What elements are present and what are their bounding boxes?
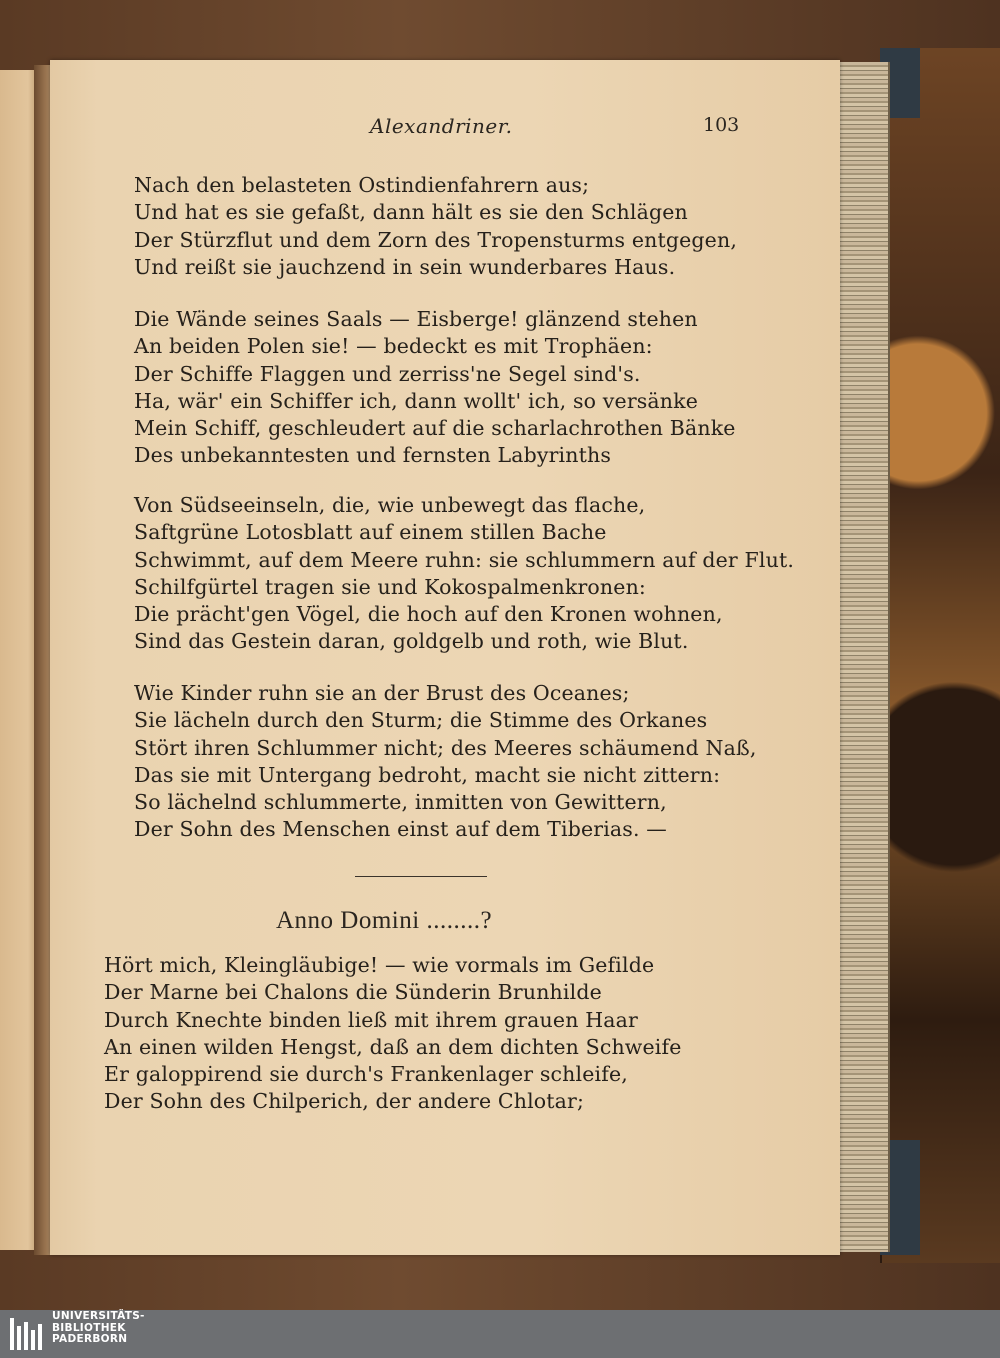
page-header [0,114,1000,142]
verse-line: Sind das Gestein daran, goldgelb und roth, wie Blut. [134,629,689,654]
verse-line: Mein Schiff, geschleudert auf die scharlachrothen Bänke [134,416,736,441]
verse-line: Nach den belasteten Ostindienfahrern aus; [134,173,590,197]
library-logo-icon [10,1318,44,1350]
verse-line: Er galoppirend sie durch's Frankenlager schleife, [104,1062,628,1087]
section-divider [355,876,487,877]
verse-line: Der Marne bei Chalons die Sünderin Brunhilde [104,980,602,1005]
verse-line: Sie lächeln durch den Sturm; die Stimme des Orkanes [134,708,708,733]
verse-line: Durch Knechte binden ließ mit ihrem grauen Haar [104,1007,638,1032]
page-number: 103 [703,114,740,136]
verse-line: Des unbekanntesten und fernsten Labyrinths [134,443,612,468]
stanza-1 [134,172,737,281]
poem-title: Anno Domini ........? [276,907,493,934]
verse-line: Der Schiffe Flaggen und zerriss'ne Segel sind's. [134,361,641,386]
verse-line: Und reißt sie jauchzend in sein wunderbares Haus. [134,254,676,279]
library-name-line: UNIVERSITÄTS- [52,1310,145,1322]
book-cover [880,48,1000,1263]
verse-line: Schilfgürtel tragen sie und Kokospalmenkronen: [134,574,646,599]
verse-line: Wie Kinder ruhn sie an der Brust des Oceanes; [134,681,630,705]
library-name-line: BIBLIOTHEK [52,1321,126,1334]
verse-line: Der Sohn des Chilperich, der andere Chlotar; [104,1089,585,1114]
verse-line: Die Wände seines Saals — Eisberge! glänzend stehen [134,307,698,331]
verse-line: Ha, wär' ein Schiffer ich, dann wollt' ich, so versänke [134,388,699,413]
verse-line: Der Sohn des Menschen einst auf dem Tiberias. — [134,817,667,842]
verse-line: Hört mich, Kleingläubige! — wie vormals im Gefilde [104,953,655,977]
verse-line: Das sie mit Untergang bedroht, macht sie nicht zittern: [134,762,721,787]
library-name [52,1311,145,1346]
stanza-2 [134,306,736,470]
verse-line: Stört ihren Schlummer nicht; des Meeres schäumend Naß, [134,735,757,760]
verse-line: Schwimmt, auf dem Meere ruhn: sie schlummern auf der Flut. [134,547,795,572]
verse-line: Saftgrüne Lotosblatt auf einem stillen Bache [134,520,607,545]
verse-line: Und hat es sie gefaßt, dann hält es sie den Schlägen [134,200,688,225]
stanza-4 [134,680,757,844]
verse-line: Von Südseeinseln, die, wie unbewegt das flache, [134,493,646,517]
running-head: Alexandriner. [370,114,513,138]
stanza-3 [134,492,794,656]
verse-line: Der Stürzflut und dem Zorn des Tropensturms entgegen, [134,227,737,252]
library-name-line: PADERBORN [52,1333,128,1345]
verse-line: Die prächt'gen Vögel, die hoch auf den Kronen wohnen, [134,602,723,627]
library-footer [0,1310,1000,1358]
verse-line: An einen wilden Hengst, daß an dem dichten Schweife [104,1034,682,1059]
verse-line: An beiden Polen sie! — bedeckt es mit Trophäen: [134,334,653,359]
stanza-5 [104,952,682,1116]
verse-line: So lächelnd schlummerte, inmitten von Gewittern, [134,790,667,815]
